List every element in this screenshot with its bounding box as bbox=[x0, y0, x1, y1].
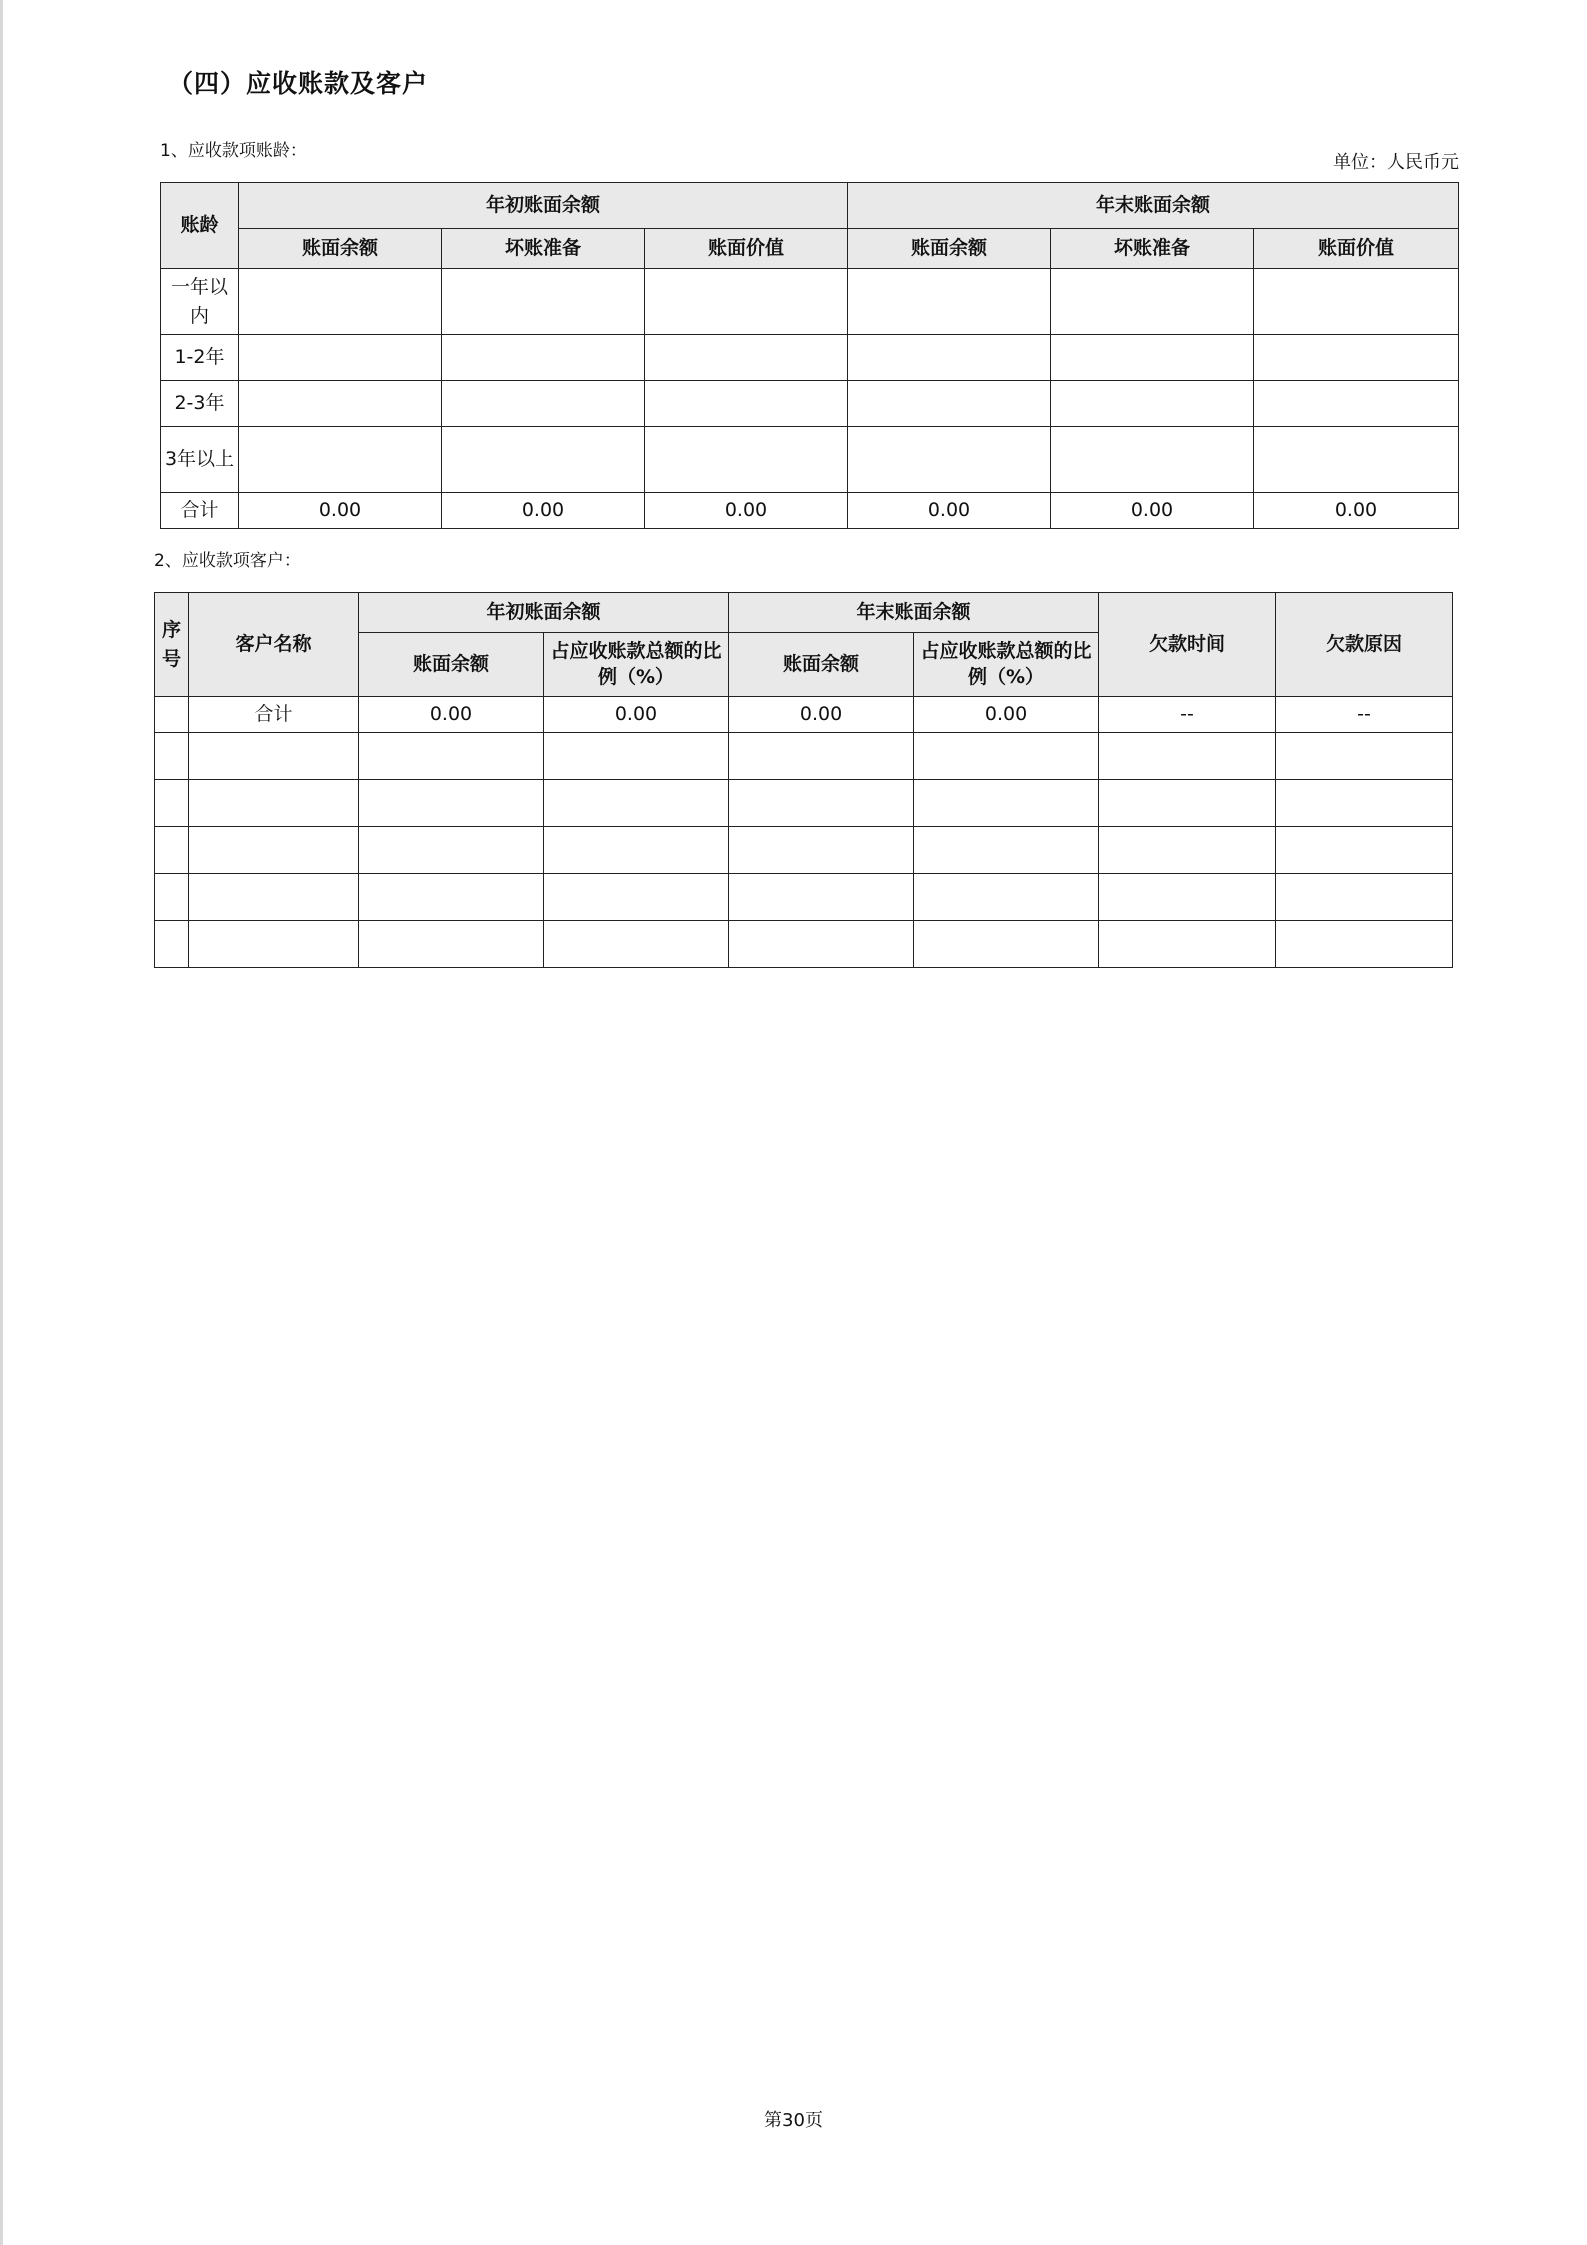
table-row bbox=[155, 827, 1453, 874]
table-cell bbox=[848, 335, 1051, 381]
table-cell bbox=[1051, 269, 1254, 335]
table-cell bbox=[645, 335, 848, 381]
total-row bbox=[161, 493, 1459, 529]
customer-name-header: 客户名称 bbox=[189, 593, 359, 697]
table-cell bbox=[645, 381, 848, 427]
age-label: 1-2年 bbox=[161, 335, 239, 381]
overdue-reason-header: 欠款原因 bbox=[1276, 593, 1453, 697]
table-row bbox=[155, 780, 1453, 827]
table-cell: 0.00 bbox=[1051, 493, 1254, 529]
closing-balance-header: 年末账面余额 bbox=[848, 183, 1459, 229]
table-cell bbox=[442, 427, 645, 493]
table-cell: 0.00 bbox=[239, 493, 442, 529]
sub-header: 坏账准备 bbox=[442, 229, 645, 269]
table-cell bbox=[442, 269, 645, 335]
total-row bbox=[155, 697, 1453, 733]
table-row bbox=[161, 427, 1459, 493]
customer-table-title: 2、应收款项客户： bbox=[154, 551, 301, 571]
table-row bbox=[161, 335, 1459, 381]
table-cell bbox=[645, 427, 848, 493]
table-cell: 0.00 bbox=[1254, 493, 1459, 529]
section-title: （四）应收账款及客户 bbox=[168, 69, 429, 98]
table-cell bbox=[1051, 381, 1254, 427]
table-cell: -- bbox=[1276, 697, 1453, 733]
table-cell bbox=[442, 381, 645, 427]
sub-header: 占应收账款总额的比例（%） bbox=[544, 633, 729, 697]
age-label: 一年以内 bbox=[161, 269, 239, 335]
table-cell bbox=[1254, 335, 1459, 381]
age-label: 合计 bbox=[161, 493, 239, 529]
table-cell: 0.00 bbox=[359, 697, 544, 733]
table-cell: -- bbox=[1099, 697, 1276, 733]
table-cell bbox=[1254, 381, 1459, 427]
table-row bbox=[155, 874, 1453, 921]
table-cell: 0.00 bbox=[645, 493, 848, 529]
closing-balance-header: 年末账面余额 bbox=[729, 593, 1099, 633]
table-cell bbox=[442, 335, 645, 381]
table-cell: 0.00 bbox=[729, 697, 914, 733]
age-label: 2-3年 bbox=[161, 381, 239, 427]
serial-no-header: 序号 bbox=[155, 593, 189, 697]
table-cell bbox=[1254, 427, 1459, 493]
table-cell: 合计 bbox=[189, 697, 359, 733]
table-cell: 0.00 bbox=[914, 697, 1099, 733]
sub-header: 坏账准备 bbox=[1051, 229, 1254, 269]
table-cell bbox=[1051, 427, 1254, 493]
age-header: 账龄 bbox=[161, 183, 239, 269]
sub-header: 账面价值 bbox=[1254, 229, 1459, 269]
customer-table bbox=[154, 592, 1453, 968]
opening-balance-header: 年初账面余额 bbox=[359, 593, 729, 633]
table-cell bbox=[239, 427, 442, 493]
table-cell bbox=[155, 697, 189, 733]
table-cell: 0.00 bbox=[544, 697, 729, 733]
table-cell bbox=[1051, 335, 1254, 381]
aging-table bbox=[160, 182, 1459, 529]
overdue-time-header: 欠款时间 bbox=[1099, 593, 1276, 697]
sub-header: 账面余额 bbox=[359, 633, 544, 697]
table-row bbox=[155, 921, 1453, 968]
sub-header: 账面余额 bbox=[239, 229, 442, 269]
table-cell: 0.00 bbox=[848, 493, 1051, 529]
sub-header: 账面价值 bbox=[645, 229, 848, 269]
opening-balance-header: 年初账面余额 bbox=[239, 183, 848, 229]
table-cell bbox=[239, 381, 442, 427]
table-row bbox=[161, 269, 1459, 335]
unit-label: 单位：人民币元 bbox=[1333, 152, 1459, 173]
table-cell bbox=[848, 381, 1051, 427]
aging-table-title: 1、应收款项账龄： bbox=[160, 141, 307, 161]
table-cell bbox=[239, 335, 442, 381]
sub-header: 账面余额 bbox=[848, 229, 1051, 269]
table-cell bbox=[848, 269, 1051, 335]
table-row bbox=[155, 733, 1453, 780]
table-cell bbox=[848, 427, 1051, 493]
table-cell bbox=[645, 269, 848, 335]
age-label: 3年以上 bbox=[161, 427, 239, 493]
table-cell bbox=[239, 269, 442, 335]
page-number: 第30页 bbox=[764, 2110, 823, 2131]
table-cell bbox=[1254, 269, 1459, 335]
scan-edge bbox=[0, 0, 3, 2245]
table-cell: 0.00 bbox=[442, 493, 645, 529]
table-row bbox=[161, 381, 1459, 427]
sub-header: 账面余额 bbox=[729, 633, 914, 697]
sub-header: 占应收账款总额的比例（%） bbox=[914, 633, 1099, 697]
